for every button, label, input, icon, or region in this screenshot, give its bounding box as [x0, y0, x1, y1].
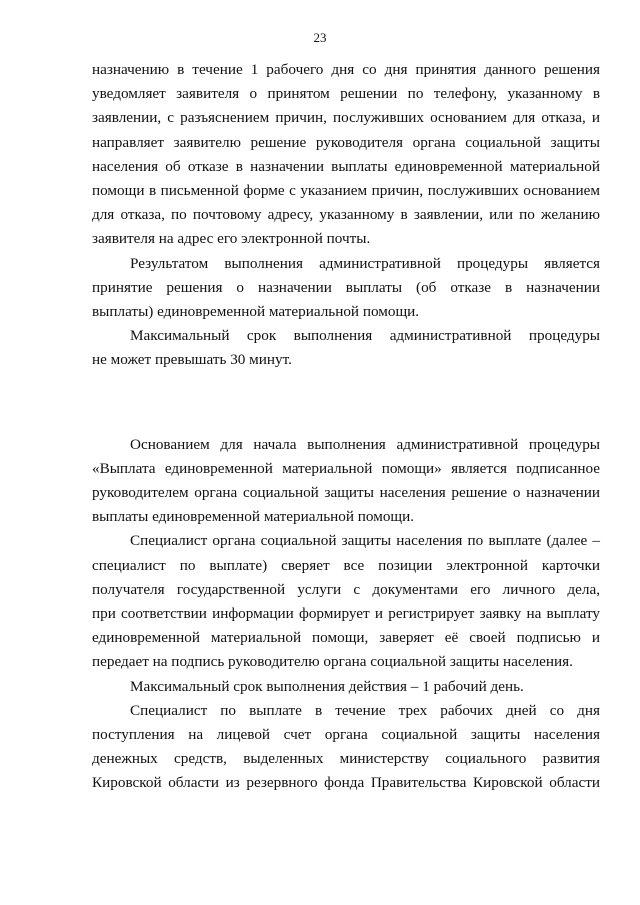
text-line: при соответствии информации формирует и регистрирует заявку на выплату — [92, 605, 600, 623]
text-line: руководителем органа социальной защиты населения решение о назначении — [92, 484, 600, 502]
paragraph-action-time — [92, 675, 600, 699]
text-line: принятие решения о назначении выплаты (об отказе в назначении — [92, 278, 600, 296]
text-line: направляет заявителю решение руководителя органа социальной защиты — [92, 133, 600, 151]
text-line: назначению в течение 1 рабочего дня со дня принятия данного решения — [92, 61, 600, 78]
paragraph-refusal-notice — [92, 58, 600, 252]
text-line: Кировской области из резервного фонда Правительства Кировской области — [92, 774, 600, 792]
text-line: Максимальный срок выполнения действия – 1 рабочий день. — [130, 677, 524, 695]
text-line: получателя государственной услуги с документами его личного дела, — [92, 580, 600, 598]
text-line: Результатом выполнения административной процедуры является — [130, 254, 600, 272]
text-line: для отказа, по почтовому адресу, указанному в заявлении, или по желанию — [92, 206, 600, 224]
paragraph-max-time — [92, 324, 600, 372]
text-line: Максимальный срок выполнения административной процедуры — [130, 327, 600, 345]
text-line: единовременной материальной помощи, заверяет её своей подписью и — [92, 629, 600, 647]
text-line: денежных средств, выделенных министерству социального развития — [92, 750, 600, 768]
text-line: «Выплата единовременной материальной помощи» является подписанное — [92, 459, 600, 477]
text-line: передает на подпись руководителю органа социальной защиты населения. — [92, 653, 573, 671]
paragraph-payment — [92, 699, 600, 796]
page-number: 23 — [313, 30, 327, 45]
text-line: специалист по выплате) сверяет все позиции электронной карточки — [92, 556, 600, 574]
paragraph-specialist-check — [92, 529, 600, 674]
text-line: поступления на лицевой счет органа социальной защиты населения — [92, 726, 600, 744]
text-line: заявлении, с разъяснением причин, послуживших основанием для отказа, и — [92, 109, 600, 127]
document-body — [92, 58, 600, 796]
paragraph-procedure-result — [92, 252, 600, 325]
text-line: выплаты единовременной материальной помощи. — [92, 508, 415, 526]
text-line: не может превышать 30 минут. — [92, 351, 292, 369]
text-line: помощи в письменной форме с указанием причин, послуживших основанием — [92, 182, 600, 200]
text-line: Основанием для начала выполнения административной процедуры — [130, 435, 600, 453]
text-line: Специалист органа социальной защиты населения по выплате (далее – — [130, 532, 600, 550]
text-line: населения об отказе в назначении выплаты единовременной материальной — [92, 157, 600, 175]
paragraph-basis — [92, 433, 600, 530]
text-line: выплаты) единовременной материальной помощи. — [92, 303, 420, 321]
text-line: заявителя на адрес его электронной почты. — [92, 230, 371, 248]
text-line: Специалист по выплате в течение трех рабочих дней со дня — [130, 701, 600, 719]
text-line: уведомляет заявителя о принятом решении по телефону, указанному в — [92, 85, 600, 103]
